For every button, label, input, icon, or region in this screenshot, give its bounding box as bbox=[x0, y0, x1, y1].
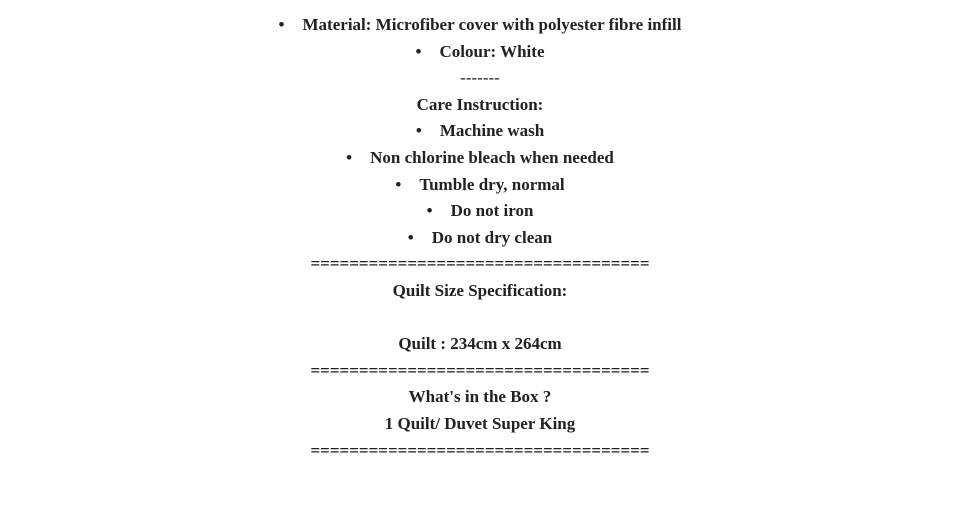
bullet-icon: • bbox=[407, 227, 414, 247]
long-separator: =================================== bbox=[310, 360, 650, 380]
box-value: 1 Quilt/ Duvet Super King bbox=[384, 413, 576, 433]
care-item: • Non chlorine bleach when needed bbox=[0, 145, 960, 172]
blank-line bbox=[0, 305, 960, 332]
material-item: • Material: Microfiber cover with polyester fibre infill bbox=[0, 12, 960, 39]
description-column bbox=[0, 12, 960, 464]
colour-item: • Colour: White bbox=[0, 39, 960, 66]
box-heading: What's in the Box ? bbox=[408, 387, 552, 407]
care-item: • Machine wash bbox=[0, 118, 960, 145]
long-separator: =================================== bbox=[310, 254, 650, 274]
bullet-icon: • bbox=[346, 147, 353, 167]
bullet-icon: • bbox=[395, 174, 402, 194]
care-item: • Do not dry clean bbox=[0, 225, 960, 252]
bullet-icon: • bbox=[415, 121, 422, 141]
care-heading: Care Instruction: bbox=[416, 94, 544, 114]
long-separator: =================================== bbox=[310, 440, 650, 460]
size-value: Quilt : 234cm x 264cm bbox=[398, 334, 562, 354]
short-separator: ------- bbox=[460, 68, 500, 88]
bullet-icon: • bbox=[278, 15, 285, 34]
care-item: • Tumble dry, normal bbox=[0, 172, 960, 199]
care-item: • Do not iron bbox=[0, 198, 960, 225]
bullet-icon: • bbox=[415, 41, 422, 61]
size-heading: Quilt Size Specification: bbox=[392, 280, 568, 300]
bullet-icon: • bbox=[426, 201, 433, 221]
